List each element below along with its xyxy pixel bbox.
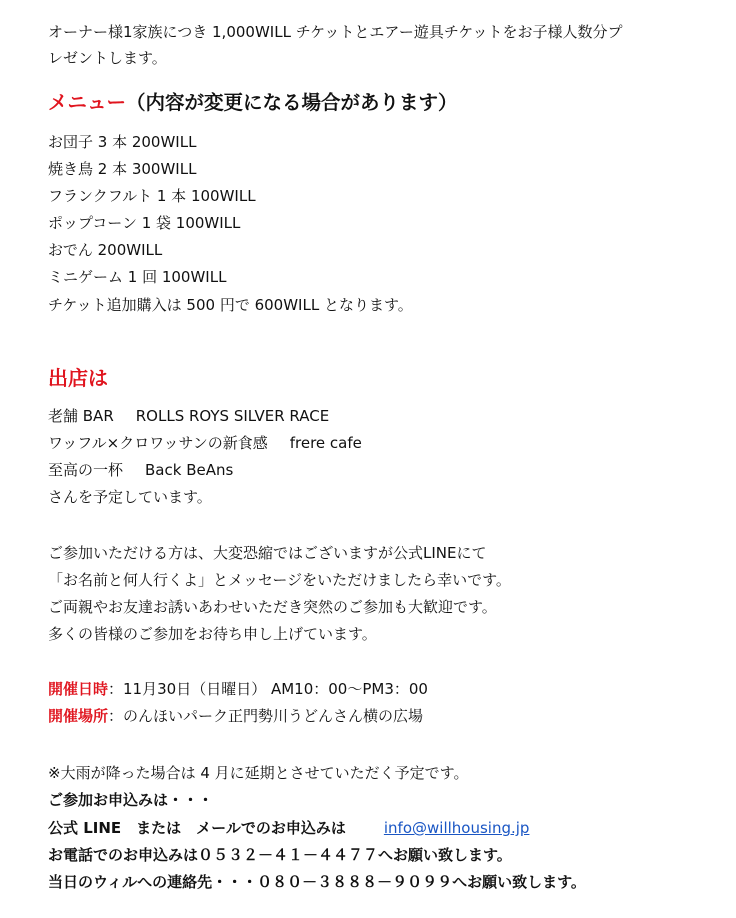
menu-item: お団子 3 本 200WILL xyxy=(48,133,197,151)
event-place-label: 開催場所 xyxy=(48,707,109,725)
email-link[interactable]: info@willhousing.jp xyxy=(383,819,530,837)
intro-line-1: オーナー様1家族につき 1,000WILL チケットとエアー遊具チケットをお子様人数分プ xyxy=(48,23,623,41)
menu-heading-label: メニュー xyxy=(48,91,127,114)
menu-item-ticket: チケット追加購入は 500 円で 600WILL となります。 xyxy=(48,296,413,314)
event-place-value: ：のんほいパーク正門勢川うどんさん横の広場 xyxy=(108,707,424,725)
apply-heading: ご参加お申込みは・・・ xyxy=(48,791,214,809)
phone-line: お電話でのお申込みは０５３２－４１－４４７７へお願い致します。 xyxy=(48,846,512,864)
shop-desc: ワッフル×クロワッサンの新食感 xyxy=(48,434,268,452)
shop-item xyxy=(48,406,329,426)
request-line: 「お名前と何人行くよ」とメッセージをいただけましたら幸いです。 xyxy=(48,571,511,589)
menu-item: ポップコーン 1 袋 100WILL xyxy=(48,214,241,232)
request-line: 多くの皆様のご参加をお待ち申し上げています。 xyxy=(48,625,377,643)
shop-name: frere cafe xyxy=(289,434,362,452)
menu-item: フランクフルト 1 本 100WILL xyxy=(48,187,256,205)
shop-desc: 老舗 BAR xyxy=(48,407,114,425)
menu-item: 焼き鳥 2 本 300WILL xyxy=(48,160,197,178)
shop-name: Back BeAns xyxy=(145,461,234,479)
apply-line-mail xyxy=(48,818,529,838)
apply-line-mail-label: 公式 LINE または メールでのお申込みは xyxy=(48,819,346,837)
request-line: ご両親やお友達お誘いあわせいただき突然のご参加も大歓迎です。 xyxy=(48,598,497,616)
intro-line-2: レゼントします。 xyxy=(48,49,167,67)
menu-item: おでん 200WILL xyxy=(48,241,163,259)
event-date-label: 開催日時 xyxy=(48,680,109,698)
shops-closing: さんを予定しています。 xyxy=(48,488,212,506)
request-line: ご参加いただける方は、大変恐縮ではございますが公式LINEにて xyxy=(48,544,487,562)
same-day-contact: 当日のウィルへの連絡先・・・０８０－３８８８－９０９９へお願い致します。 xyxy=(48,873,586,891)
event-place xyxy=(48,706,423,726)
event-date-value: ：11月30日（日曜日） AM10：00～PM3：00 xyxy=(108,680,428,698)
shop-item xyxy=(48,433,362,453)
shop-item xyxy=(48,460,233,480)
event-date xyxy=(48,679,428,699)
shops-heading: 出店は xyxy=(48,366,108,390)
shop-name: ROLLS ROYS SILVER RACE xyxy=(135,407,330,425)
rain-note: ※大雨が降った場合は 4 月に延期とさせていただく予定です。 xyxy=(48,764,469,782)
menu-item: ミニゲーム 1 回 100WILL xyxy=(48,268,227,286)
shop-desc: 至高の一杯 xyxy=(48,461,124,479)
menu-heading-note: （内容が変更になる場合があります） xyxy=(126,91,458,114)
menu-heading xyxy=(48,90,458,116)
